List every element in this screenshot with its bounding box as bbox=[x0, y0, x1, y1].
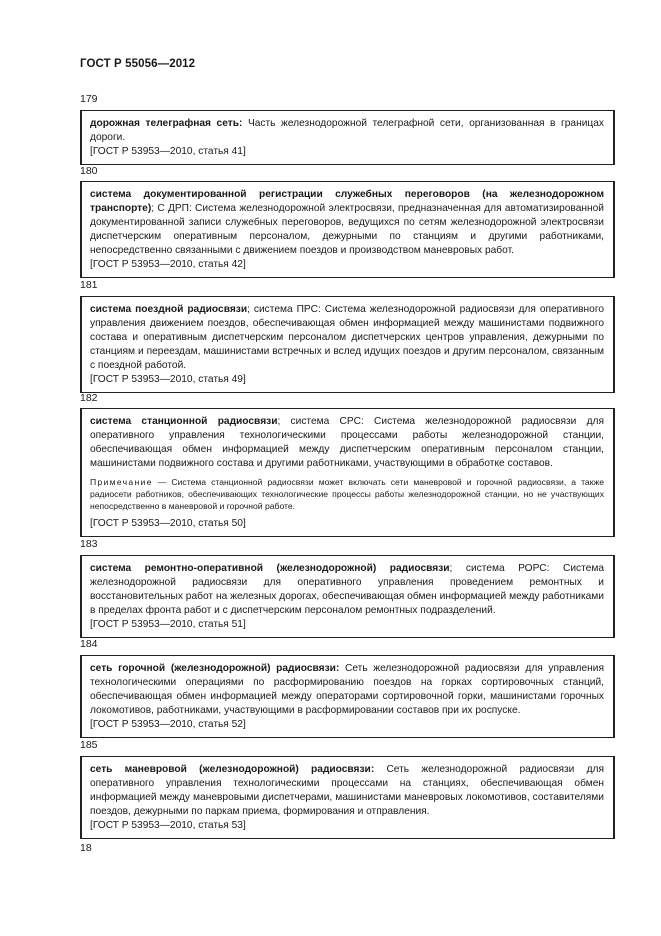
term-reference: [ГОСТ Р 53953—2010, статья 53] bbox=[90, 820, 246, 831]
term-reference: [ГОСТ Р 53953—2010, статья 41] bbox=[90, 146, 246, 157]
term-number: 182 bbox=[80, 392, 98, 404]
term-title: сеть маневровой (железнодорожной) радиосвязи: bbox=[90, 764, 375, 775]
term-definition: ; система СРС: Система железнодорожной радиосвязи для оперативного управления технологическими процессами работы железнодорожной станции, обеспечивающая обмен информацией между диспетчерским оперативным персоналом станции, машинистами подвижного состава и другими работниками, участвующими в обработке составов. bbox=[90, 416, 604, 469]
term-title: сеть горочной (железнодорожной) радиосвязи: bbox=[90, 663, 340, 674]
term-reference: [ГОСТ Р 53953—2010, статья 52] bbox=[90, 719, 246, 730]
term-definition: ; С ДРП: Система железнодорожной электросвязи, предназначенная для автоматизированной документированной записи служебных переговоров, ведущихся по сетям железнодорожной электросвязи диспетчерским оперативным персоналом, дежурными по станциям и другими работниками, непосредственно связанными с движением поездов и производством маневровых работ. bbox=[90, 203, 604, 256]
term-title: система ремонтно-оперативной (железнодорожной) радиосвязи bbox=[90, 563, 450, 574]
term-reference: [ГОСТ Р 53953—2010, статья 50] bbox=[90, 518, 246, 529]
page-number: 18 bbox=[80, 842, 92, 854]
term-definition: Сеть железнодорожной радиосвязи для управления технологическими операциями по расформированию поездов на горках сортировочных станций, обеспечивающая обмен информацией между операторами сортировочной горки, машинистами горочных локомотивов, работниками, участвующими в расформировании составов при их роспуске. bbox=[90, 663, 604, 716]
term-entry bbox=[80, 408, 615, 537]
document-code: ГОСТ Р 55056—2012 bbox=[80, 58, 196, 70]
term-number: 181 bbox=[80, 279, 98, 291]
term-definition: ; система ПРС: Система железнодорожной радиосвязи для оперативного управления движением поездов, обеспечивающая обмен информацией между машинистами подвижного состава и оперативным диспетчерским персоналом диспетчерских центров управления, дежурными по станциям и переездам, машинистами встречных и вслед идущих поездов и другим персоналом, связанным с поездной работой. bbox=[90, 304, 605, 371]
term-entry bbox=[80, 110, 615, 165]
note-label: Примечание bbox=[90, 477, 153, 487]
term-number: 183 bbox=[80, 538, 98, 550]
term-title: система документированной регистрации служебных переговоров (на железнодорожном транспорте) bbox=[90, 189, 604, 214]
term-reference: [ГОСТ Р 53953—2010, статья 51] bbox=[90, 619, 246, 630]
term-title: система поездной радиосвязи bbox=[90, 304, 248, 315]
term-number: 185 bbox=[80, 739, 98, 751]
term-entry bbox=[80, 181, 615, 278]
note-text: — Система станционной радиосвязи может включать сети маневровой и горочной радиосвязи, а также радиосети работников, обеспечивающих технологические процессы работы железнодорожной станции, но не участвующих непосредственно в маневровой и горочной работе. bbox=[90, 477, 604, 511]
term-number: 184 bbox=[80, 638, 98, 650]
term-definition: ; система РОРС: Система железнодорожной радиосвязи для оперативного управления проведением ремонтных и восстановительных работ на железных дорогах, обеспечивающая обмен информацией между работниками в пределах фронта работ и с диспетчерским персоналом ремонтных подразделений. bbox=[90, 563, 605, 616]
term-entry bbox=[80, 555, 615, 638]
term-number: 179 bbox=[80, 93, 98, 105]
term-title: система станционной радиосвязи bbox=[90, 416, 278, 427]
term-title: дорожная телеграфная сеть: bbox=[90, 118, 243, 129]
term-reference: [ГОСТ Р 53953—2010, статья 49] bbox=[90, 374, 246, 385]
term-entry bbox=[80, 655, 615, 738]
term-definition: Часть железнодорожной телеграфной сети, организованная в границах дороги. bbox=[90, 118, 604, 143]
term-definition: Сеть железнодорожной радиосвязи для оперативного управления технологическими процессами на станциях, обеспечивающая обмен информацией между маневровыми диспетчерами, машинистами маневровых локомотивов, составителями поездов, дежурными по паркам приема, формирования и отправления. bbox=[90, 764, 604, 817]
term-note bbox=[90, 476, 604, 512]
term-number: 180 bbox=[80, 165, 98, 177]
term-reference: [ГОСТ Р 53953—2010, статья 42] bbox=[90, 259, 246, 270]
term-entry bbox=[80, 296, 615, 393]
term-entry bbox=[80, 756, 615, 839]
